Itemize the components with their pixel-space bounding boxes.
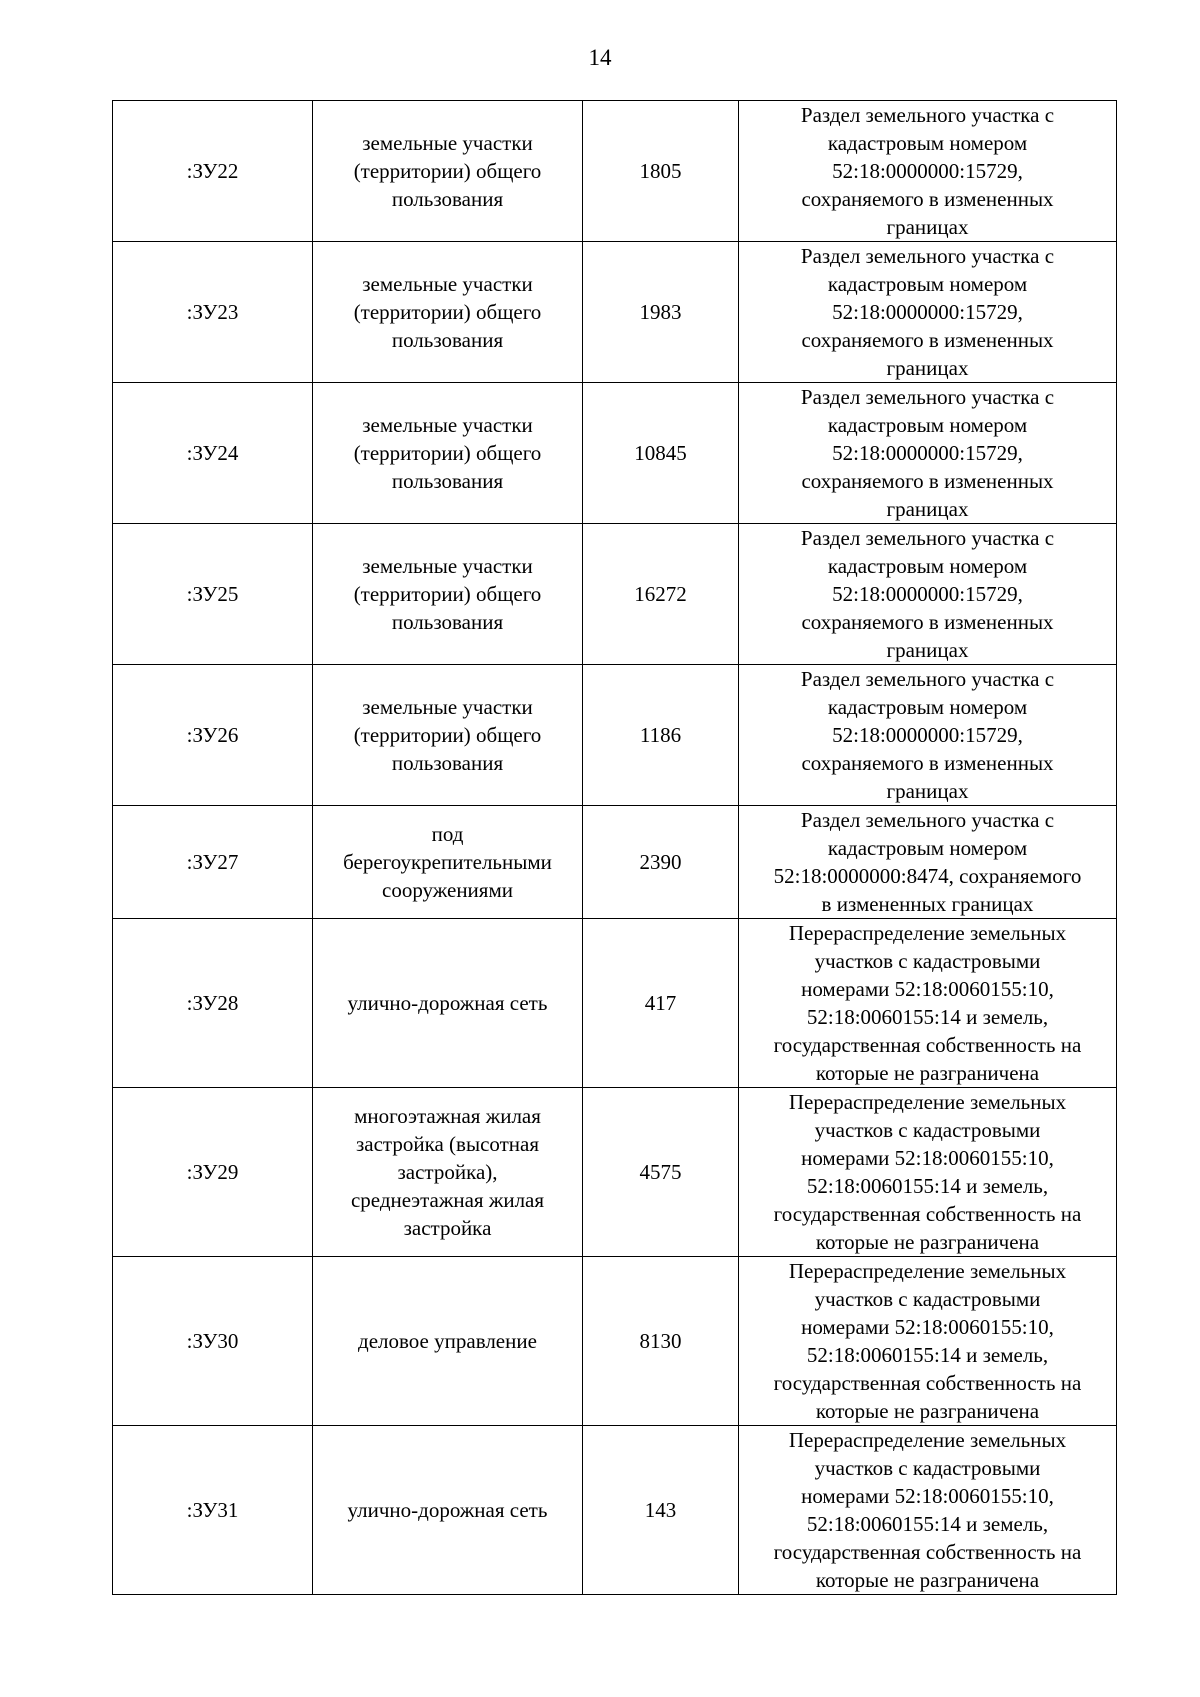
plot-id-cell: :ЗУ25 <box>113 524 313 665</box>
area-cell: 143 <box>583 1426 739 1595</box>
cell-text-line: Раздел земельного участка с <box>800 244 1055 268</box>
table-row <box>113 242 1117 383</box>
cell-text-line: 52:18:0060155:14 и земель, <box>806 1174 1049 1198</box>
cell-text-line: сохраняемого в измененных <box>801 610 1054 634</box>
cell-text-line: деловое управление <box>358 1329 537 1353</box>
cell-text-line: государственная собственность на <box>773 1371 1082 1395</box>
area-cell: 1805 <box>583 101 739 242</box>
cell-text-line: границах <box>886 356 969 380</box>
cell-text-line: Раздел земельного участка с <box>800 385 1055 409</box>
table-row <box>113 919 1117 1088</box>
cell-text-line: сохраняемого в измененных <box>801 187 1054 211</box>
cell-text-line: в измененных границах <box>821 892 1034 916</box>
plot-id-cell: :ЗУ22 <box>113 101 313 242</box>
cell-text-line: которые не разграничена <box>815 1061 1040 1085</box>
cell-text-line: застройка), <box>397 1160 498 1184</box>
cell-text-line: земельные участки <box>362 131 533 155</box>
cell-text-line: кадастровым номером <box>827 695 1028 719</box>
land-plots-table-body <box>113 101 1117 1595</box>
permitted-use-cell <box>313 383 583 524</box>
cell-text-line: участков с кадастровыми <box>814 1287 1041 1311</box>
formation-method-cell <box>739 1426 1117 1595</box>
area-cell: 10845 <box>583 383 739 524</box>
formation-method-cell <box>739 101 1117 242</box>
plot-id-cell: :ЗУ27 <box>113 806 313 919</box>
permitted-use-cell <box>313 919 583 1088</box>
plot-id-cell: :ЗУ29 <box>113 1088 313 1257</box>
cell-text-line: 52:18:0060155:14 и земель, <box>806 1512 1049 1536</box>
cell-text-line: кадастровым номером <box>827 554 1028 578</box>
cell-text-line: Раздел земельного участка с <box>800 808 1055 832</box>
area-cell: 2390 <box>583 806 739 919</box>
formation-method-cell <box>739 665 1117 806</box>
formation-method-cell <box>739 919 1117 1088</box>
table-row <box>113 383 1117 524</box>
plot-id-cell: :ЗУ30 <box>113 1257 313 1426</box>
cell-text-line: 52:18:0000000:15729, <box>832 159 1023 183</box>
page-number: 14 <box>588 45 612 70</box>
area-cell: 4575 <box>583 1088 739 1257</box>
cell-text-line: Перераспределение земельных <box>788 1259 1067 1283</box>
permitted-use-cell <box>313 665 583 806</box>
cell-text-line: Раздел земельного участка с <box>800 667 1055 691</box>
permitted-use-cell <box>313 1088 583 1257</box>
cell-text-line: кадастровым номером <box>827 413 1028 437</box>
land-plots-table <box>112 100 1117 1595</box>
cell-text-line: сохраняемого в измененных <box>801 469 1054 493</box>
area-cell: 8130 <box>583 1257 739 1426</box>
cell-text-line: пользования <box>391 751 504 775</box>
table-row <box>113 1257 1117 1426</box>
cell-text-line: земельные участки <box>362 554 533 578</box>
cell-text-line: участков с кадастровыми <box>814 949 1041 973</box>
cell-text-line: сохраняемого в измененных <box>801 751 1054 775</box>
formation-method-cell <box>739 1088 1117 1257</box>
permitted-use-cell <box>313 524 583 665</box>
table-row <box>113 806 1117 919</box>
cell-text-line: (территории) общего <box>353 582 542 606</box>
area-cell: 1186 <box>583 665 739 806</box>
cell-text-line: берегоукрепительными <box>343 850 552 874</box>
plot-id-cell: :ЗУ24 <box>113 383 313 524</box>
area-cell: 1983 <box>583 242 739 383</box>
cell-text-line: 52:18:0000000:15729, <box>832 582 1023 606</box>
cell-text-line: номерами 52:18:0060155:10, <box>801 1484 1054 1508</box>
cell-text-line: земельные участки <box>362 272 533 296</box>
cell-text-line: границах <box>886 779 969 803</box>
cell-text-line: сохраняемого в измененных <box>801 328 1054 352</box>
cell-text-line: кадастровым номером <box>827 131 1028 155</box>
cell-text-line: 52:18:0000000:15729, <box>832 723 1023 747</box>
cell-text-line: Раздел земельного участка с <box>800 526 1055 550</box>
permitted-use-cell <box>313 242 583 383</box>
cell-text-line: (территории) общего <box>353 300 542 324</box>
cell-text-line: земельные участки <box>362 695 533 719</box>
plot-id-cell: :ЗУ23 <box>113 242 313 383</box>
cell-text-line: застройка <box>403 1216 492 1240</box>
cell-text-line: государственная собственность на <box>773 1033 1082 1057</box>
table-row <box>113 665 1117 806</box>
formation-method-cell <box>739 806 1117 919</box>
permitted-use-cell <box>313 1257 583 1426</box>
cell-text-line: 52:18:0000000:15729, <box>832 441 1023 465</box>
cell-text-line: границах <box>886 215 969 239</box>
cell-text-line: пользования <box>391 187 504 211</box>
cell-text-line: Перераспределение земельных <box>788 1090 1067 1114</box>
cell-text-line: номерами 52:18:0060155:10, <box>801 1146 1054 1170</box>
formation-method-cell <box>739 242 1117 383</box>
cell-text-line: кадастровым номером <box>827 272 1028 296</box>
area-cell: 417 <box>583 919 739 1088</box>
formation-method-cell <box>739 524 1117 665</box>
plot-id-cell: :ЗУ28 <box>113 919 313 1088</box>
cell-text-line: участков с кадастровыми <box>814 1118 1041 1142</box>
cell-text-line: 52:18:0060155:14 и земель, <box>806 1343 1049 1367</box>
permitted-use-cell <box>313 1426 583 1595</box>
formation-method-cell <box>739 383 1117 524</box>
cell-text-line: (территории) общего <box>353 159 542 183</box>
cell-text-line: (территории) общего <box>353 441 542 465</box>
cell-text-line: которые не разграничена <box>815 1230 1040 1254</box>
cell-text-line: которые не разграничена <box>815 1568 1040 1592</box>
cell-text-line: номерами 52:18:0060155:10, <box>801 1315 1054 1339</box>
cell-text-line: земельные участки <box>362 413 533 437</box>
cell-text-line: пользования <box>391 328 504 352</box>
plot-id-cell: :ЗУ26 <box>113 665 313 806</box>
permitted-use-cell <box>313 806 583 919</box>
cell-text-line: многоэтажная жилая <box>354 1104 541 1128</box>
cell-text-line: 52:18:0000000:15729, <box>832 300 1023 324</box>
cell-text-line: застройка (высотная <box>355 1132 540 1156</box>
cell-text-line: (территории) общего <box>353 723 542 747</box>
cell-text-line: под <box>431 822 464 846</box>
table-row <box>113 524 1117 665</box>
cell-text-line: 52:18:0000000:8474, сохраняемого <box>773 864 1082 888</box>
formation-method-cell <box>739 1257 1117 1426</box>
cell-text-line: среднеэтажная жилая <box>350 1188 545 1212</box>
cell-text-line: Перераспределение земельных <box>788 921 1067 945</box>
cell-text-line: улично-дорожная сеть <box>347 991 548 1015</box>
cell-text-line: границах <box>886 638 969 662</box>
cell-text-line: пользования <box>391 610 504 634</box>
permitted-use-cell <box>313 101 583 242</box>
cell-text-line: сооружениями <box>382 878 513 902</box>
cell-text-line: государственная собственность на <box>773 1540 1082 1564</box>
cell-text-line: границах <box>886 497 969 521</box>
cell-text-line: номерами 52:18:0060155:10, <box>801 977 1054 1001</box>
cell-text-line: пользования <box>391 469 504 493</box>
cell-text-line: 52:18:0060155:14 и земель, <box>806 1005 1049 1029</box>
cell-text-line: Перераспределение земельных <box>788 1428 1067 1452</box>
plot-id-cell: :ЗУ31 <box>113 1426 313 1595</box>
cell-text-line: кадастровым номером <box>827 836 1028 860</box>
area-cell: 16272 <box>583 524 739 665</box>
cell-text-line: государственная собственность на <box>773 1202 1082 1226</box>
cell-text-line: участков с кадастровыми <box>814 1456 1041 1480</box>
cell-text-line: которые не разграничена <box>815 1399 1040 1423</box>
cell-text-line: улично-дорожная сеть <box>347 1498 548 1522</box>
table-row <box>113 1088 1117 1257</box>
table-row <box>113 101 1117 242</box>
table-row <box>113 1426 1117 1595</box>
cell-text-line: Раздел земельного участка с <box>800 103 1055 127</box>
